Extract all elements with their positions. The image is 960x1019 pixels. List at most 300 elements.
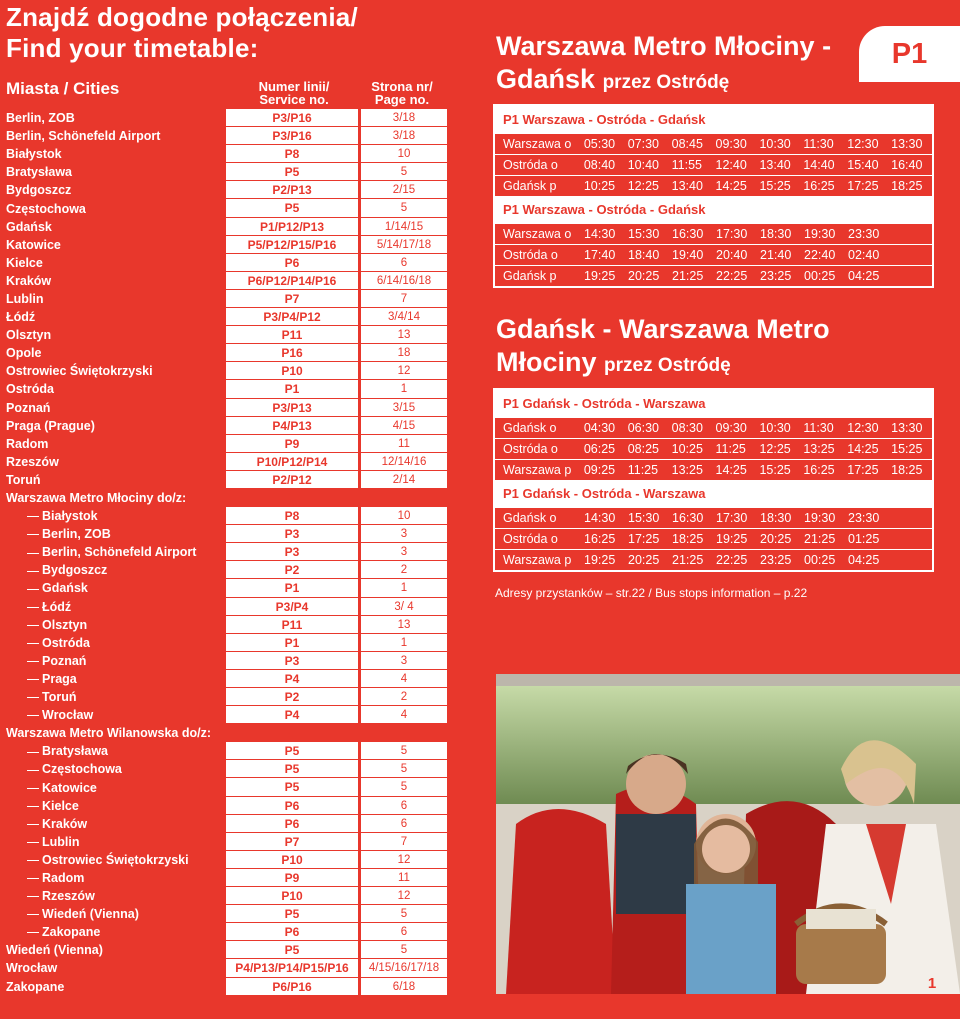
service-number: P9	[226, 869, 358, 887]
dash-marker	[27, 625, 39, 626]
departure-time: 19:25	[716, 532, 748, 546]
city-name-text: Berlin, ZOB	[6, 111, 75, 126]
group-header-row	[0, 724, 483, 742]
page-number-cell: 3	[361, 525, 447, 543]
route-badge: P1	[859, 26, 960, 82]
stop-name: Gdańsk p	[503, 179, 557, 193]
departure-time: 09:30	[715, 421, 747, 435]
departure-time: 23:30	[848, 511, 880, 525]
dash-marker	[27, 643, 39, 644]
city-name	[0, 871, 226, 885]
city-name	[0, 202, 226, 216]
service-number: P5	[226, 905, 358, 923]
departure-time: 00:25	[804, 269, 836, 283]
city-row	[0, 308, 483, 326]
departure-time: 21:25	[672, 269, 704, 283]
section1-title-line1: Warszawa Metro Młociny -	[496, 31, 832, 61]
stop-name: Ostróda o	[503, 248, 558, 262]
city-name-text: Wiedeń (Vienna)	[6, 943, 103, 958]
departure-time: 12:25	[759, 442, 791, 456]
timetable-row	[495, 549, 932, 570]
page-number-cell: 2/15	[361, 181, 447, 199]
dash-marker	[27, 752, 39, 753]
city-name	[0, 654, 226, 668]
departure-time: 05:30	[583, 137, 616, 151]
departure-time: 08:25	[627, 442, 659, 456]
departure-time: 15:25	[759, 179, 791, 193]
service-number: P4/P13	[226, 417, 358, 435]
city-row	[0, 272, 483, 290]
service-number: P11	[226, 326, 358, 344]
departure-time: 02:40	[848, 248, 880, 262]
city-name	[0, 238, 226, 252]
departure-time: 23:25	[760, 269, 792, 283]
page-number-cell: 1	[361, 380, 447, 398]
service-number: P5/P12/P15/P16	[226, 236, 358, 254]
city-name	[0, 618, 226, 632]
section2-title-via: przez Ostródę	[604, 355, 731, 376]
departure-time: 19:30	[804, 511, 836, 525]
city-name-text: Wrocław	[6, 961, 58, 976]
city-name	[0, 672, 226, 686]
city-row	[0, 598, 483, 616]
page-number-cell: 7	[361, 290, 447, 308]
timetable-row	[495, 175, 932, 196]
dash-marker	[27, 516, 39, 517]
page-number-cell: 1	[361, 634, 447, 652]
departure-time: 15:30	[628, 511, 660, 525]
service-number: P1/P12/P13	[226, 218, 358, 236]
city-row	[0, 688, 483, 706]
departure-time: 19:25	[584, 269, 616, 283]
dash-marker	[27, 932, 39, 933]
page-number-cell: 6/14/16/18	[361, 272, 447, 290]
departure-time: 14:25	[715, 463, 747, 477]
departure-time: 16:25	[803, 463, 835, 477]
departure-time: 16:30	[672, 227, 704, 241]
departure-time: 18:30	[760, 511, 792, 525]
departure-time: 17:25	[628, 532, 660, 546]
city-name-text: Radom	[42, 870, 85, 885]
departure-time: 14:25	[715, 179, 747, 193]
page-number-cell: 3	[361, 652, 447, 670]
city-row	[0, 760, 483, 778]
departure-time: 04:25	[848, 269, 880, 283]
service-number: P10	[226, 887, 358, 905]
city-name	[0, 708, 226, 722]
dash-marker	[27, 842, 39, 843]
dash-marker	[27, 679, 39, 680]
departure-time: 11:55	[671, 158, 702, 172]
city-name	[0, 165, 226, 179]
city-row	[0, 543, 483, 561]
departure-time: 12:40	[715, 158, 747, 172]
city-name-text: Berlin, Schönefeld Airport	[6, 129, 161, 144]
page-number-cell: 11	[361, 869, 447, 887]
city-name	[0, 943, 226, 957]
city-name-text: Białystok	[6, 147, 62, 162]
service-number: P9	[226, 435, 358, 453]
departure-time: 19:40	[672, 248, 704, 262]
departure-time: 16:40	[891, 158, 923, 172]
page-number-cell: 18	[361, 344, 447, 362]
dash-marker	[27, 534, 39, 535]
departure-time: 10:25	[583, 179, 616, 193]
stop-name: Warszawa p	[503, 463, 572, 477]
page-number-cell: 1	[361, 579, 447, 597]
service-number: P4/P13/P14/P15/P16	[226, 959, 358, 977]
page-number-cell: 3/15	[361, 399, 447, 417]
city-row	[0, 254, 483, 272]
departure-time: 18:40	[628, 248, 660, 262]
service-number: P4	[226, 670, 358, 688]
city-row	[0, 887, 483, 905]
departure-time: 17:25	[847, 463, 879, 477]
city-name	[0, 274, 226, 288]
city-row	[0, 797, 483, 815]
service-number: P4	[226, 706, 358, 724]
city-name-text: Zakopane	[42, 925, 101, 940]
departure-time: 18:30	[760, 227, 792, 241]
departure-time: 11:30	[803, 421, 834, 435]
page-number-cell: 4/15/16/17/18	[361, 959, 447, 977]
city-name-text: Częstochowa	[6, 201, 86, 216]
city-name	[0, 781, 226, 795]
section2-title-dest: Młociny	[496, 347, 597, 377]
city-name-text: Łódź	[6, 310, 36, 325]
city-row	[0, 616, 483, 634]
dash-marker	[27, 553, 39, 554]
page-number-cell: 13	[361, 326, 447, 344]
city-row	[0, 362, 483, 380]
passengers-photo	[496, 674, 960, 994]
page-number-cell: 6/18	[361, 978, 447, 996]
city-name	[0, 581, 226, 595]
page-number-cell: 5	[361, 778, 447, 796]
page-number-cell: 3	[361, 543, 447, 561]
line-column-header: Numer linii/ Service no.	[258, 79, 330, 107]
dash-marker	[27, 860, 39, 861]
departure-time: 20:40	[716, 248, 748, 262]
service-number: P1	[226, 579, 358, 597]
departure-time: 16:25	[584, 532, 616, 546]
city-row	[0, 579, 483, 597]
service-number: P2/P12	[226, 471, 358, 489]
city-name-text: Bydgoszcz	[6, 183, 72, 198]
city-name-text: Wiedeń (Vienna)	[42, 907, 139, 922]
page-number-cell: 6	[361, 815, 447, 833]
dash-marker	[27, 896, 39, 897]
service-number: P7	[226, 833, 358, 851]
city-name	[0, 111, 226, 125]
departure-time: 08:30	[671, 421, 703, 435]
departure-time: 18:25	[891, 179, 923, 193]
section2-title-line1: Gdańsk - Warszawa Metro	[496, 314, 830, 344]
service-number: P10	[226, 851, 358, 869]
page-number-cell: 10	[361, 145, 447, 163]
page-number-cell: 3/18	[361, 127, 447, 145]
departure-time: 12:30	[847, 421, 879, 435]
city-name-text: Toruń	[6, 472, 41, 487]
departure-time: 00:25	[804, 553, 836, 567]
page-number-cell: 13	[361, 616, 447, 634]
city-name-text: Wrocław	[42, 708, 94, 723]
city-name-text: Olsztyn	[42, 617, 88, 632]
departure-time: 07:30	[627, 137, 659, 151]
city-name	[0, 961, 226, 975]
page-number-cell: 2	[361, 561, 447, 579]
city-row	[0, 978, 483, 996]
city-name-text: Ostrowiec Świętokrzyski	[6, 364, 153, 379]
city-name-text: Kielce	[42, 798, 79, 813]
city-name-text: Katowice	[6, 237, 61, 252]
city-row	[0, 417, 483, 435]
service-number: P10	[226, 362, 358, 380]
city-row	[0, 561, 483, 579]
departure-time: 19:25	[584, 553, 616, 567]
departure-time: 15:30	[628, 227, 660, 241]
page-number-cell: 5	[361, 905, 447, 923]
page-column-header: Strona nr/ Page no.	[371, 79, 433, 107]
city-name	[0, 980, 226, 994]
city-name	[0, 563, 226, 577]
page-number: 1	[927, 975, 937, 992]
departure-time: 14:40	[803, 158, 835, 172]
departure-time: 09:25	[583, 463, 616, 477]
city-row	[0, 399, 483, 417]
city-row	[0, 652, 483, 670]
page-number-cell: 5	[361, 941, 447, 959]
page-number-cell: 11	[361, 435, 447, 453]
city-name-text: Ostróda	[6, 382, 54, 397]
city-row	[0, 905, 483, 923]
city-name	[0, 907, 226, 921]
dash-marker	[27, 824, 39, 825]
city-name-text: Poznań	[42, 653, 87, 668]
city-name-text: Praga (Prague)	[6, 418, 95, 433]
city-row	[0, 218, 483, 236]
timetable-row	[495, 134, 932, 154]
departure-time: 06:25	[583, 442, 616, 456]
service-number: P7	[226, 290, 358, 308]
timetable-row	[495, 154, 932, 175]
departure-time: 06:30	[627, 421, 659, 435]
city-name	[0, 382, 226, 396]
city-name	[0, 473, 226, 487]
departure-time: 13:40	[671, 179, 703, 193]
timetable-title: P1 Gdańsk - Ostróda - Warszawa	[495, 480, 932, 508]
city-name	[0, 600, 226, 614]
city-name-text: Gdańsk	[6, 219, 52, 234]
city-name-text: Gdańsk	[42, 581, 88, 596]
group-header: Warszawa Metro Młociny do/z:	[6, 491, 187, 506]
city-row	[0, 145, 483, 163]
stop-name: Warszawa o	[503, 227, 572, 241]
departure-time: 08:45	[671, 137, 703, 151]
city-name	[0, 799, 226, 813]
departure-time: 16:25	[803, 179, 835, 193]
city-name	[0, 346, 226, 360]
departure-time: 22:40	[804, 248, 836, 262]
city-name-text: Kielce	[6, 255, 43, 270]
city-row	[0, 525, 483, 543]
city-name-text: Olsztyn	[6, 328, 52, 343]
city-name-text: Lublin	[42, 834, 80, 849]
service-number: P10/P12/P14	[226, 453, 358, 471]
departure-time: 17:25	[847, 179, 879, 193]
departure-time: 10:40	[627, 158, 659, 172]
departure-time: 15:40	[847, 158, 879, 172]
city-row	[0, 199, 483, 217]
city-name-text: Zakopane	[6, 979, 65, 994]
departure-time: 14:30	[584, 511, 616, 525]
city-name-text: Poznań	[6, 400, 51, 415]
page-number-cell: 5	[361, 760, 447, 778]
timetable-row	[495, 508, 932, 528]
page-number-cell: 5/14/17/18	[361, 236, 447, 254]
city-name-text: Praga	[42, 671, 77, 686]
departure-time: 08:40	[583, 158, 616, 172]
departure-time: 13:40	[759, 158, 791, 172]
departure-time: 09:30	[715, 137, 747, 151]
service-number: P6	[226, 815, 358, 833]
departure-time: 11:25	[627, 463, 659, 477]
city-name	[0, 762, 226, 776]
timetable-3	[493, 388, 934, 482]
timetable-row	[495, 528, 932, 549]
city-row	[0, 326, 483, 344]
page-number-cell: 2	[361, 688, 447, 706]
city-name-text: Kraków	[6, 273, 52, 288]
service-number: P16	[226, 344, 358, 362]
dash-marker	[27, 788, 39, 789]
city-row	[0, 163, 483, 181]
page-number-cell: 2/14	[361, 471, 447, 489]
page-number-cell: 6	[361, 923, 447, 941]
city-row	[0, 869, 483, 887]
stop-name: Gdańsk o	[503, 511, 557, 525]
page-number-cell: 4	[361, 706, 447, 724]
page-number-cell: 1/14/15	[361, 218, 447, 236]
city-name-text: Bratysława	[42, 744, 109, 759]
page-number-cell: 5	[361, 742, 447, 760]
city-name	[0, 636, 226, 650]
stop-name: Warszawa p	[503, 553, 572, 567]
city-name-text: Częstochowa	[42, 762, 122, 777]
departure-time: 14:30	[584, 227, 616, 241]
departure-time: 22:25	[716, 269, 748, 283]
departure-time: 21:25	[804, 532, 836, 546]
city-name-text: Toruń	[42, 690, 77, 705]
city-name-text: Katowice	[42, 780, 97, 795]
city-row	[0, 236, 483, 254]
city-row	[0, 471, 483, 489]
service-number: P2	[226, 688, 358, 706]
departure-time: 12:25	[627, 179, 659, 193]
city-row	[0, 941, 483, 959]
cities-table	[0, 109, 483, 996]
departure-time: 13:25	[671, 463, 703, 477]
city-row	[0, 706, 483, 724]
city-name-text: Radom	[6, 436, 49, 451]
service-number: P3/P13	[226, 399, 358, 417]
departure-time: 17:30	[716, 227, 748, 241]
city-row	[0, 833, 483, 851]
stop-name: Warszawa o	[503, 137, 572, 151]
departure-time: 22:25	[716, 553, 748, 567]
dash-marker	[27, 806, 39, 807]
departure-time: 17:40	[584, 248, 616, 262]
city-row	[0, 181, 483, 199]
page-number-cell: 3/18	[361, 109, 447, 127]
departure-time: 13:30	[891, 421, 923, 435]
dash-marker	[27, 914, 39, 915]
dash-marker	[27, 589, 39, 590]
city-name-text: Lublin	[6, 291, 44, 306]
dash-marker	[27, 770, 39, 771]
service-number: P2/P13	[226, 181, 358, 199]
city-name	[0, 925, 226, 939]
timetable-row	[495, 224, 932, 244]
page-number-cell: 12	[361, 887, 447, 905]
departure-time: 12:30	[847, 137, 879, 151]
service-number: P3/P16	[226, 109, 358, 127]
dash-marker	[27, 607, 39, 608]
page-number-cell: 5	[361, 199, 447, 217]
city-name-text: Białystok	[42, 509, 98, 524]
stop-name: Gdańsk p	[503, 269, 557, 283]
timetable-row	[495, 244, 932, 265]
city-name	[0, 401, 226, 415]
dash-marker	[27, 571, 39, 572]
city-name	[0, 527, 226, 541]
section2-title	[496, 313, 830, 382]
departure-time: 20:25	[760, 532, 792, 546]
service-number: P3	[226, 652, 358, 670]
cities-column-header: Miasta / Cities	[6, 79, 120, 98]
service-number: P5	[226, 778, 358, 796]
page-number-cell: 3/ 4	[361, 598, 447, 616]
city-name-text: Kraków	[42, 816, 88, 831]
bus-interior-image	[496, 674, 960, 994]
city-name-text: Bydgoszcz	[42, 563, 108, 578]
service-number: P3/P4	[226, 598, 358, 616]
title-line-2: Find your timetable:	[6, 33, 259, 63]
city-row	[0, 380, 483, 398]
city-name	[0, 292, 226, 306]
city-name	[0, 744, 226, 758]
group-header: Warszawa Metro Wilanowska do/z:	[6, 726, 212, 741]
city-name	[0, 437, 226, 451]
stop-name: Ostróda o	[503, 532, 558, 546]
service-number: P1	[226, 380, 358, 398]
city-row	[0, 290, 483, 308]
page-number-cell: 5	[361, 163, 447, 181]
service-number: P5	[226, 760, 358, 778]
timetable-2	[493, 196, 934, 288]
service-number: P6	[226, 254, 358, 272]
departure-time: 10:30	[759, 137, 791, 151]
service-number: P1	[226, 634, 358, 652]
city-name	[0, 545, 226, 559]
timetable-title: P1 Warszawa - Ostróda - Gdańsk	[495, 196, 932, 224]
city-name	[0, 220, 226, 234]
city-name	[0, 853, 226, 867]
city-name	[0, 129, 226, 143]
service-number: P3	[226, 525, 358, 543]
city-name-text: Opole	[6, 346, 42, 361]
city-row	[0, 435, 483, 453]
